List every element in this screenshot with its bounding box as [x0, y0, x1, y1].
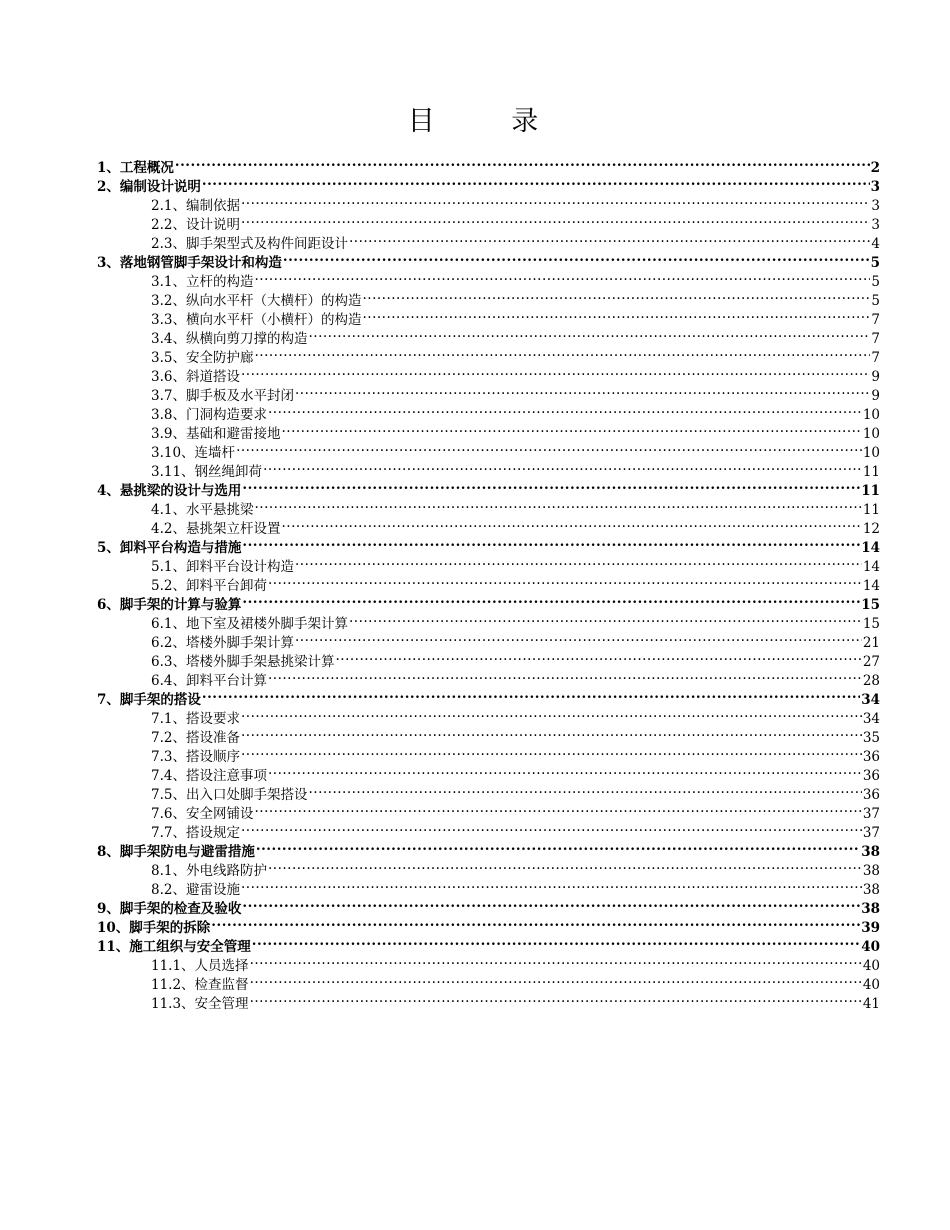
toc-entry-page-number: 2 — [870, 160, 880, 176]
toc-entry-page-number: 7 — [871, 331, 880, 347]
toc-entry-label: 10、脚手架的拆除 — [97, 920, 211, 936]
toc-entry-label: 2、编制设计说明 — [97, 179, 201, 195]
toc-entry-page-number: 40 — [862, 977, 880, 993]
toc-dot-leader — [349, 229, 870, 248]
toc-entry-label: 6.2、塔楼外脚手架计算 — [151, 635, 294, 651]
toc-entry-page-number: 7 — [871, 350, 880, 366]
toc-entry-label: 9、脚手架的检查及验收 — [97, 901, 242, 917]
toc-entry-page-number: 35 — [862, 730, 880, 746]
toc-dot-leader — [362, 305, 870, 324]
toc-entry-page-number: 28 — [862, 673, 880, 689]
toc-dot-leader — [281, 514, 861, 533]
toc-dot-leader — [211, 913, 860, 932]
toc-entry-page-number: 11 — [861, 483, 880, 499]
toc-dot-leader — [252, 932, 860, 951]
toc-entry-label: 3、落地钢管脚手架设计和构造 — [97, 255, 282, 271]
toc-entry-page-number: 7 — [871, 312, 880, 328]
toc-entry-page-number: 3 — [871, 198, 880, 214]
toc-entry-section[interactable] — [97, 704, 880, 727]
toc-dot-leader — [295, 552, 862, 571]
toc-entry-page-number: 5 — [871, 274, 880, 290]
toc-dot-leader — [335, 647, 861, 666]
toc-entry-label: 5、卸料平台构造与措施 — [97, 540, 242, 556]
toc-entry-chapter[interactable] — [97, 172, 880, 195]
toc-entry-label: 7.3、搭设顺序 — [151, 749, 240, 765]
toc-entry-label: 7.5、出入口处脚手架搭设 — [151, 787, 308, 803]
toc-entry-page-number: 12 — [862, 521, 880, 537]
toc-entry-page-number: 15 — [862, 616, 880, 632]
toc-entry-label: 3.10、连墙杆 — [151, 445, 236, 461]
toc-entry-page-number: 37 — [862, 825, 880, 841]
toc-dot-leader — [254, 495, 861, 514]
toc-entry-label: 5.1、卸料平台设计构造 — [151, 559, 294, 575]
toc-dot-leader — [268, 571, 862, 590]
toc-dot-leader — [268, 761, 862, 780]
toc-dot-leader — [308, 324, 870, 343]
toc-entry-label: 2.3、脚手架型式及构件间距设计 — [151, 236, 348, 252]
toc-entry-page-number: 9 — [871, 369, 880, 385]
toc-dot-leader — [241, 191, 870, 210]
toc-dot-leader — [241, 704, 862, 723]
toc-dot-leader — [242, 590, 860, 609]
toc-entry-page-number: 4 — [871, 236, 880, 252]
toc-entry-section[interactable] — [97, 191, 880, 214]
toc-entry-page-number: 37 — [862, 806, 880, 822]
toc-entry-page-number: 15 — [861, 597, 880, 613]
toc-entry-page-number: 38 — [861, 844, 880, 860]
toc-dot-leader — [241, 875, 862, 894]
toc-entry-page-number: 21 — [862, 635, 880, 651]
toc-dot-leader — [202, 685, 860, 704]
toc-entry-page-number: 14 — [862, 578, 880, 594]
toc-entry-page-number: 36 — [862, 787, 880, 803]
toc-entry-page-number: 39 — [861, 920, 880, 936]
toc-dot-leader — [175, 153, 870, 172]
toc-dot-leader — [268, 666, 862, 685]
toc-entry-label: 3.5、安全防护廊 — [151, 350, 254, 366]
toc-entry-label: 6、脚手架的计算与验算 — [97, 597, 242, 613]
toc-dot-leader — [241, 210, 870, 229]
toc-entry-page-number: 36 — [862, 768, 880, 784]
toc-entry-label: 3.4、纵横向剪刀撑的构造 — [151, 331, 308, 347]
toc-entry-label: 6.4、卸料平台计算 — [151, 673, 267, 689]
toc-dot-leader — [283, 248, 870, 267]
toc-entry-chapter[interactable] — [97, 913, 880, 936]
toc-dot-leader — [241, 818, 862, 837]
toc-entry-label: 3.6、斜道搭设 — [151, 369, 240, 385]
toc-dot-leader — [250, 989, 862, 1008]
toc-entry-page-number: 10 — [862, 426, 880, 442]
toc-entry-page-number: 3 — [870, 179, 880, 195]
toc-entry-page-number: 9 — [871, 388, 880, 404]
toc-entry-label: 3.2、纵向水平杆（大横杆）的构造 — [151, 293, 362, 309]
toc-entry-label: 2.2、设计说明 — [151, 217, 240, 233]
toc-entry-label: 4.2、悬挑架立杆设置 — [151, 521, 281, 537]
toc-entry-page-number: 36 — [862, 749, 880, 765]
toc-entry-label: 11.1、人员选择 — [151, 958, 249, 974]
toc-entry-chapter[interactable] — [97, 153, 880, 176]
toc-dot-leader — [241, 362, 870, 381]
toc-dot-leader — [295, 381, 870, 400]
toc-entry-label: 5.2、卸料平台卸荷 — [151, 578, 267, 594]
toc-dot-leader — [254, 799, 861, 818]
toc-dot-leader — [281, 419, 861, 438]
toc-entry-label: 8、脚手架防电与避雷措施 — [97, 844, 255, 860]
toc-entry-label: 8.1、外电线路防护 — [151, 863, 267, 879]
toc-entry-label: 3.8、门洞构造要求 — [151, 407, 267, 423]
page-title: 目 录 — [407, 106, 573, 137]
toc-dot-leader — [308, 780, 861, 799]
table-of-contents — [97, 153, 880, 1012]
toc-entry-page-number: 38 — [862, 882, 880, 898]
toc-dot-leader — [250, 970, 862, 989]
toc-entry-page-number: 38 — [861, 901, 880, 917]
toc-entry-page-number: 40 — [861, 939, 880, 955]
toc-dot-leader — [241, 723, 862, 742]
toc-entry-label: 2.1、编制依据 — [151, 198, 240, 214]
toc-entry-page-number: 14 — [862, 559, 880, 575]
toc-entry-page-number: 11 — [862, 502, 880, 518]
toc-dot-leader — [242, 894, 860, 913]
toc-entry-label: 3.11、钢丝绳卸荷 — [151, 464, 263, 480]
toc-dot-leader — [242, 533, 860, 552]
toc-entry-label: 11.2、检查监督 — [151, 977, 249, 993]
toc-entry-label: 7、脚手架的搭设 — [97, 692, 201, 708]
toc-dot-leader — [250, 951, 862, 970]
toc-dot-leader — [295, 628, 862, 647]
toc-entry-page-number: 10 — [862, 445, 880, 461]
toc-entry-page-number: 5 — [870, 255, 880, 271]
toc-dot-leader — [254, 343, 870, 362]
toc-entry-label: 3.3、横向水平杆（小横杆）的构造 — [151, 312, 362, 328]
toc-entry-chapter[interactable] — [97, 685, 880, 708]
toc-entry-label: 11.3、安全管理 — [151, 996, 249, 1012]
toc-entry-page-number: 3 — [871, 217, 880, 233]
toc-entry-label: 3.7、脚手板及水平封闭 — [151, 388, 294, 404]
toc-entry-label: 7.1、搭设要求 — [151, 711, 240, 727]
toc-dot-leader — [263, 457, 862, 476]
toc-entry-page-number: 40 — [862, 958, 880, 974]
toc-entry-label: 6.3、塔楼外脚手架悬挑梁计算 — [151, 654, 335, 670]
toc-entry-label: 8.2、避雷设施 — [151, 882, 240, 898]
toc-entry-label: 3.1、立杆的构造 — [151, 274, 254, 290]
toc-entry-label: 6.1、地下室及裙楼外脚手架计算 — [151, 616, 348, 632]
toc-dot-leader — [254, 267, 870, 286]
toc-entry-page-number: 27 — [862, 654, 880, 670]
toc-dot-leader — [242, 476, 860, 495]
toc-entry-label: 7.4、搭设注意事项 — [151, 768, 267, 784]
toc-entry-page-number: 38 — [862, 863, 880, 879]
toc-dot-leader — [268, 400, 862, 419]
toc-entry-label: 4.1、水平悬挑梁 — [151, 502, 254, 518]
toc-entry-page-number: 34 — [861, 692, 880, 708]
toc-entry-label: 7.7、搭设规定 — [151, 825, 240, 841]
toc-dot-leader — [202, 172, 870, 191]
toc-entry-label: 3.9、基础和避雷接地 — [151, 426, 281, 442]
toc-entry-chapter[interactable] — [97, 932, 880, 955]
toc-dot-leader — [241, 742, 862, 761]
toc-dot-leader — [236, 438, 862, 457]
toc-entry-page-number: 41 — [862, 996, 880, 1012]
toc-entry-page-number: 11 — [862, 464, 880, 480]
toc-entry-page-number: 14 — [861, 540, 880, 556]
toc-entry-label: 11、施工组织与安全管理 — [97, 939, 251, 955]
toc-entry-page-number: 10 — [862, 407, 880, 423]
toc-dot-leader — [268, 856, 862, 875]
toc-entry-label: 7.2、搭设准备 — [151, 730, 240, 746]
toc-entry-label: 7.6、安全网铺设 — [151, 806, 254, 822]
toc-dot-leader — [256, 837, 860, 856]
toc-dot-leader — [362, 286, 870, 305]
toc-entry-label: 4、悬挑梁的设计与选用 — [97, 483, 242, 499]
toc-dot-leader — [349, 609, 862, 628]
toc-entry-label: 1、工程概况 — [97, 160, 174, 176]
toc-entry-page-number: 5 — [871, 293, 880, 309]
toc-entry-page-number: 34 — [862, 711, 880, 727]
